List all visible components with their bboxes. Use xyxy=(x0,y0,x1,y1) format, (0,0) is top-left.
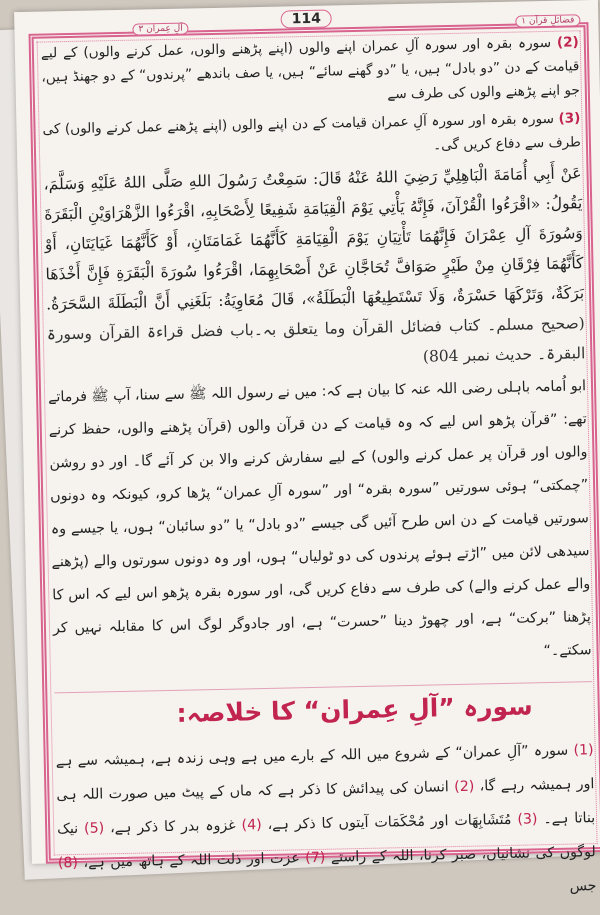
arabic-text: عَنْ أَبِي أُمَامَةَ الْبَاهِلِيِّ رَضِيَ اللهُ عَنْهُ قَالَ: سَمِعْتُ رَسُولَ اللهِ صَلَّى اللهُ عَلَيْهِ وَسَلَّمَ، يَقُولُ: «اقْرَءُوا الْقُرْآنَ، فَإِنَّهُ يَأْتِي يَوْمَ الْقِيَامَةِ شَفِيعًا لِأَصْحَابِهِ، اقْرَءُوا الزَّهْرَاوَيْنِ الْبَقَرَةَ وَسُورَةَ آلِ عِمْرَانَ فَإِنَّهُمَا تَأْتِيَانِ يَوْمَ الْقِيَامَةِ كَأَنَّهُمَا غَمَامَتَانِ، أَوْ كَأَنَّهُمَا غَيَايَتَانِ، أَوْ كَأَنَّهُمَا فِرْقَانِ مِنْ طَيْرٍ صَوَافَّ تُحَاجَّانِ عَنْ أَصْحَابِهِمَا، اقْرَءُوا سُورَةَ الْبَقَرَةِ فَإِنَّ أَخْذَهَا بَرَكَةٌ، وَتَرْكَهَا حَسْرَةٌ، وَلَا تَسْتَطِيعُهَا الْبَطَلَةُ»، قَالَ مُعَاوِيَةُ: بَلَغَنِي أَنَّ الْبَطَلَةَ السَّحَرَةُ. xyxy=(43,164,585,314)
summary-number: (2) xyxy=(454,779,475,796)
summary-number: (1) xyxy=(573,742,594,759)
urdu-translation: ابو اُمامہ باہلی رضی اللہ عنہ کا بیان ہے کہ: میں نے رسول اللہ ﷺ سے سنا، آپ ﷺ فرماتے تھے: ”قرآن پڑھو اس لیے کہ وہ قیامت کے دن قرآن والوں (قرآن پڑھنے والوں، حفظ کرنے والوں اور قرآن پر عمل کرنے والوں) کے لیے سفارش کرنے والا بن کر آئے گا۔ اور دو روشن ”چمکتی“ ہوئی سورتیں ”سورہ بقرہ“ اور ”سورہ آلِ عمران“ پڑھا کرو، کیونکہ وہ دونوں سورتیں قیامت کے دن اس طرح آئیں گی جیسے ”دو بادل“ یا ”دو سائبان“ ہوں، یا جیسے وہ سیدھی لائن میں ”اڑتے ہوئے پرندوں کی دو ٹولیاں“ ہوں، اور وہ دونوں سورتوں والے (پڑھنے والے عمل کرنے والے) کی طرف سے دفاع کریں گی، اور سورہ بقرہ پڑھو اس لیے کہ اس کا پڑھنا ”برکت“ ہے، اور چھوڑ دینا ”حسرت“ ہے، اور جادوگر لوگ اس کا مقابلہ نہیں کر سکتے۔“ xyxy=(47,378,592,660)
summary-number: (5) xyxy=(83,820,105,838)
header-left-label: آلِ عِمران ۳ xyxy=(132,22,189,35)
arabic-hadith xyxy=(43,158,585,379)
paragraph-number: (2) xyxy=(556,34,579,51)
summary-text: غزوہ بدر کا ذکر ہے، xyxy=(109,818,236,837)
summary-heading: سورہ ”آلِ عِمران“ کا خلاصہ: xyxy=(176,691,534,729)
hadith-reference: (صحیح مسلم۔ کتاب فضائل القرآن وما یتعلق بہ۔باب فضل قراءۃ القرآن وسورۃ البقرۃ۔ حدیث نمبر 804) xyxy=(46,314,586,366)
summary-number: (3) xyxy=(517,811,538,829)
paragraph-text: سورہ بقرہ اور سورہ آلِ عمران قیامت کے دن اپنے والوں (اپنے پڑھنے عمل کرنے والوں) کی طرف سے دفاع کریں گی۔ xyxy=(42,110,582,154)
summary-text: نیک لوگوں کی نشانیاں، صبر کرنا، اللہ کے راستے xyxy=(57,821,596,867)
header-right-label: فضائلِ قرآن ۱ xyxy=(515,14,580,27)
paragraph-3 xyxy=(42,106,581,165)
summary-number: (8) xyxy=(57,855,79,872)
summary-text: انسان کی پیدائش کا ذکر ہے کہ ماں کے پیٹ میں صورت اللہ ہی بناتا ہے۔ xyxy=(56,779,596,828)
summary-text: جس xyxy=(569,878,597,896)
page-number: 114 xyxy=(280,9,332,28)
summary-text: عزت اور ذلت اللہ کے ہاتھ میں ہے، xyxy=(83,850,300,872)
page-content xyxy=(40,30,597,896)
summary-number: (4) xyxy=(241,817,262,834)
summary-text: مُتَشَابِهَات اور مُحْكَمَات آیتوں کا ذکر ہے، xyxy=(267,812,512,834)
summary-number: (7) xyxy=(305,850,326,867)
summary-list xyxy=(55,734,596,915)
summary-text: سورہ ”آلِ عمران“ کے شروع میں اللہ کے بارے میں ہے وہی زندہ ہے، ہمیشہ سے ہے اور ہمیشہ رہے گا، xyxy=(55,743,595,795)
paragraph-text: سورہ بقرہ اور سورہ آلِ عمران اپنے والوں (اپنے پڑھنے والوں، عمل کرنے والوں) کے لیے قیامت کے دن ”دو بادل“ ہیں، یا ”دو گھنے سائے“ ہیں، یا صف باندھے ”پرندوں“ کے دو جھنڈ ہیں، جو اپنے پڑھنے والوں کی طرف سے xyxy=(40,34,580,103)
paragraph-number: (3) xyxy=(558,110,581,127)
book-page xyxy=(14,0,600,896)
paragraph-2 xyxy=(41,30,580,113)
